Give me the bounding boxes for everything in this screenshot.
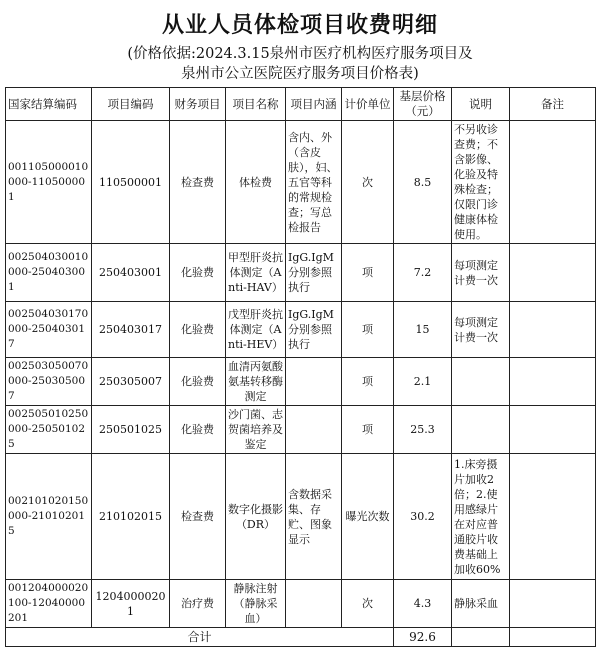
unit-cell: 次 <box>342 580 394 628</box>
header-settle-code: 国家结算编码 <box>6 88 92 121</box>
note-cell: 每项测定计费一次 <box>452 244 510 302</box>
settle-code-cell: 002503050070000-250305007 <box>6 358 92 406</box>
note-cell: 1.床旁摄片加收2倍；2.使用感绿片在对应普通胶片收费基础上加收60% <box>452 454 510 580</box>
header-name: 项目名称 <box>226 88 286 121</box>
name-cell: 数字化摄影（DR） <box>226 454 286 580</box>
settle-code-cell: 001204000020100-12040000201 <box>6 580 92 628</box>
item-code-cell: 210102015 <box>92 454 170 580</box>
item-code-cell: 110500001 <box>92 121 170 244</box>
table-row <box>6 406 596 454</box>
content-cell: IgG.IgM分别参照执行 <box>286 244 342 302</box>
unit-cell: 项 <box>342 302 394 358</box>
total-row <box>6 628 596 647</box>
unit-cell: 次 <box>342 121 394 244</box>
header-unit: 计价单位 <box>342 88 394 121</box>
remark-cell <box>510 302 596 358</box>
item-code-cell: 250305007 <box>92 358 170 406</box>
name-cell: 沙门菌、志贺菌培养及鉴定 <box>226 406 286 454</box>
finance-cell: 化验费 <box>170 302 226 358</box>
table-row <box>6 302 596 358</box>
content-cell <box>286 358 342 406</box>
name-cell: 甲型肝炎抗体测定（Anti-HAV） <box>226 244 286 302</box>
unit-cell: 曝光次数 <box>342 454 394 580</box>
remark-cell <box>510 454 596 580</box>
price-basis <box>0 44 600 84</box>
settle-code-cell: 001105000010000-110500001 <box>6 121 92 244</box>
note-cell: 每项测定计费一次 <box>452 302 510 358</box>
item-code-cell: 12040000201 <box>92 580 170 628</box>
price-cell: 2.1 <box>394 358 452 406</box>
note-cell <box>452 358 510 406</box>
unit-cell: 项 <box>342 358 394 406</box>
price-basis-line-1: (价格依据:2024.3.15泉州市医疗机构医疗服务项目及 <box>127 46 473 62</box>
remark-cell <box>510 121 596 244</box>
name-cell: 戊型肝炎抗体测定（Anti-HEV） <box>226 302 286 358</box>
settle-code-cell: 002505010250000-250501025 <box>6 406 92 454</box>
item-code-cell: 250403017 <box>92 302 170 358</box>
price-cell: 4.3 <box>394 580 452 628</box>
settle-code-cell: 002504030010000-250403001 <box>6 244 92 302</box>
table-row <box>6 454 596 580</box>
content-cell: 含数据采集、存贮、图象显示 <box>286 454 342 580</box>
finance-cell: 化验费 <box>170 244 226 302</box>
content-cell <box>286 580 342 628</box>
total-remark <box>510 628 596 647</box>
page-title: 从业人员体检项目收费明细 <box>161 12 438 38</box>
finance-cell: 化验费 <box>170 358 226 406</box>
content-cell <box>286 406 342 454</box>
unit-cell: 项 <box>342 244 394 302</box>
price-cell: 7.2 <box>394 244 452 302</box>
remark-cell <box>510 244 596 302</box>
finance-cell: 检查费 <box>170 121 226 244</box>
header-finance: 财务项目 <box>170 88 226 121</box>
item-code-cell: 250403001 <box>92 244 170 302</box>
remark-cell <box>510 406 596 454</box>
finance-cell: 治疗费 <box>170 580 226 628</box>
header-note: 说明 <box>452 88 510 121</box>
header-content: 项目内涵 <box>286 88 342 121</box>
total-price: 92.6 <box>394 628 452 647</box>
remark-cell <box>510 358 596 406</box>
header-item-code: 项目编码 <box>92 88 170 121</box>
name-cell: 体检费 <box>226 121 286 244</box>
total-label: 合计 <box>6 628 394 647</box>
unit-cell: 项 <box>342 406 394 454</box>
price-cell: 25.3 <box>394 406 452 454</box>
header-price: 基层价格（元） <box>394 88 452 121</box>
table-row <box>6 244 596 302</box>
price-cell: 15 <box>394 302 452 358</box>
name-cell: 静脉注射（静脉采血） <box>226 580 286 628</box>
note-cell <box>452 406 510 454</box>
header-row <box>6 88 596 121</box>
content-cell: 含内、外（含皮肤），妇、五官等科的常规检查；写总检报告 <box>286 121 342 244</box>
finance-cell: 化验费 <box>170 406 226 454</box>
note-cell: 不另收诊查费；不含影像、化验及特殊检查；仅限门诊健康体检使用。 <box>452 121 510 244</box>
total-note <box>452 628 510 647</box>
table-row <box>6 580 596 628</box>
content-cell: IgG.IgM分别参照执行 <box>286 302 342 358</box>
price-cell: 30.2 <box>394 454 452 580</box>
fee-table <box>5 87 596 647</box>
price-basis-line-2: 泉州市公立医院医疗服务项目价格表) <box>181 66 419 82</box>
table-row <box>6 358 596 406</box>
price-cell: 8.5 <box>394 121 452 244</box>
item-code-cell: 250501025 <box>92 406 170 454</box>
table-row <box>6 121 596 244</box>
finance-cell: 检查费 <box>170 454 226 580</box>
settle-code-cell: 002504030170000-250403017 <box>6 302 92 358</box>
settle-code-cell: 002101020150000-210102015 <box>6 454 92 580</box>
remark-cell <box>510 580 596 628</box>
note-cell: 静脉采血 <box>452 580 510 628</box>
header-remark: 备注 <box>510 88 596 121</box>
name-cell: 血清丙氨酸氨基转移酶测定 <box>226 358 286 406</box>
